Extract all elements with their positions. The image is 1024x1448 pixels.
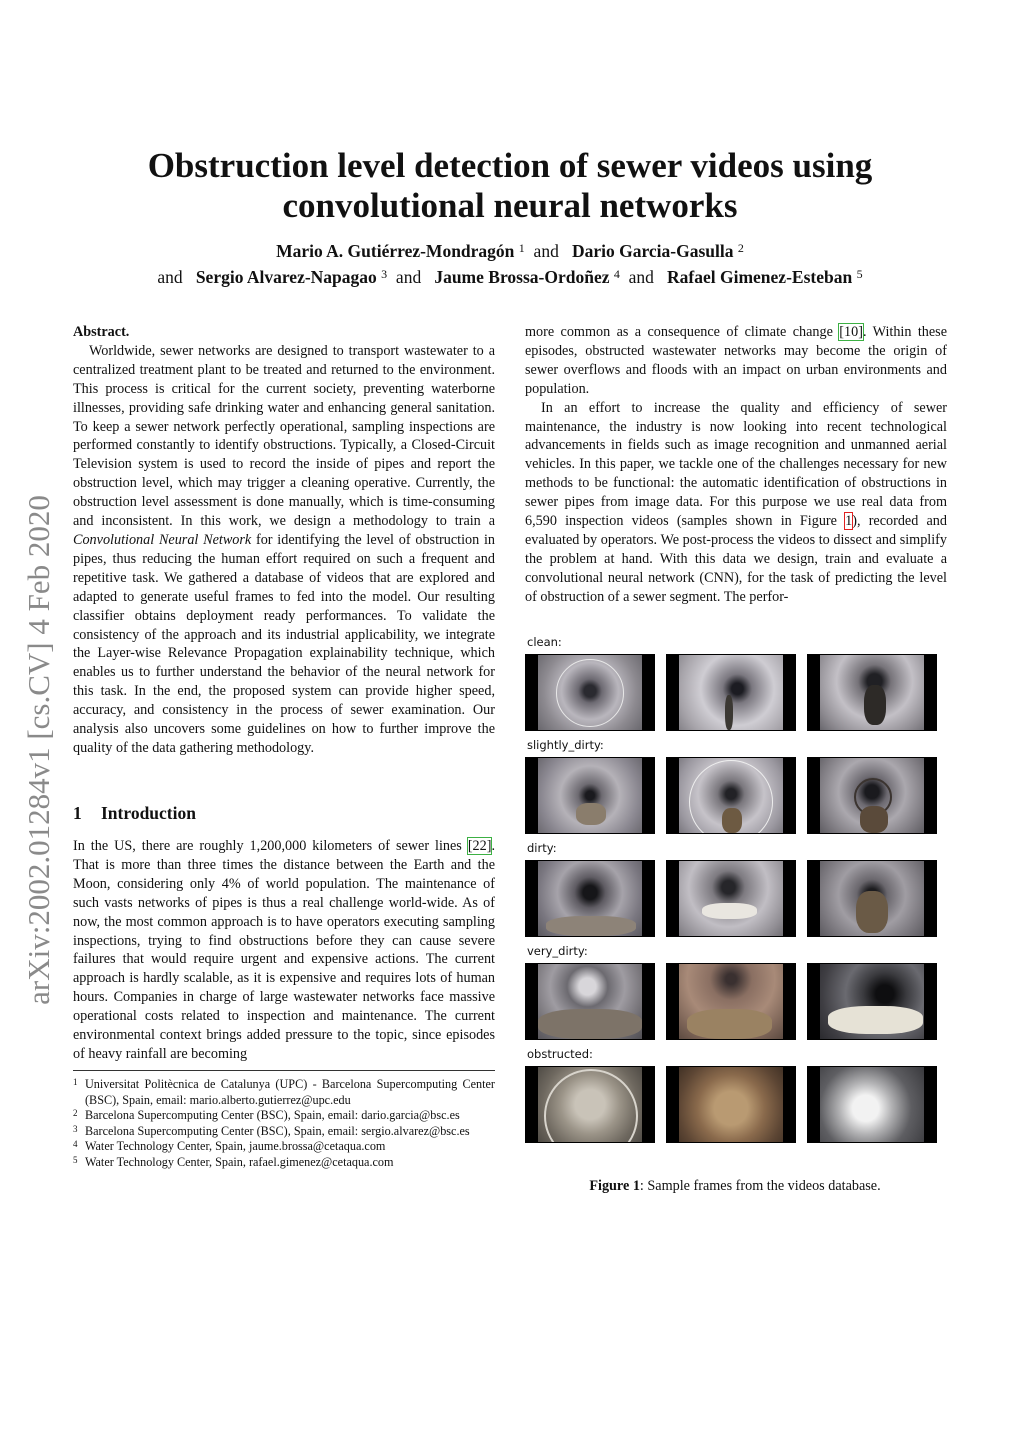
abstract-text-part-2: for identifying the level of obstruction in pipes, thus reducing the human effort required on such a frequent and repetitive task. We gathered a database of videos that are explored and adapted to generate useful frames to fed into the model. Our resulting classifier obtains deployment ready performances. To validate the consistency of the approach and its industrial applicability, we integrate the Layer-wise Relevance Propagation explainability technique, which enables us to further understand the behavior of the neural network for this task. In the end, the proposed system can provide higher speed, accuracy, and consistency in the process of sewer examination. Our analysis also uncovers some guidelines on how to further improve the quality of the data gathering methodology. bbox=[73, 531, 495, 756]
right-p1-part-1: more common as a consequence of climate change bbox=[525, 324, 840, 340]
sewer-frame-image bbox=[807, 1066, 937, 1143]
footnote-text: Barcelona Supercomputing Center (BSC), Spain, email: dario.garcia@bsc.es bbox=[85, 1108, 460, 1123]
sewer-frame-image bbox=[666, 654, 796, 731]
abstract-emphasis: Convolutional Neural Network bbox=[73, 531, 252, 548]
arxiv-id-text: arXiv:2002.01284v1 [cs.CV] 4 Feb 2020 bbox=[21, 495, 57, 1005]
right-p1-part-2: . Within these episodes, obstructed wastewater networks may become the origin of sewer overflows and floods with an impact on urban environments and population. bbox=[525, 324, 948, 397]
author-2-affil: 2 bbox=[737, 241, 744, 255]
sewer-frame-image bbox=[807, 654, 937, 731]
author-line-2 bbox=[100, 264, 920, 290]
author-conj: and bbox=[628, 267, 654, 287]
citation-link-22[interactable]: [22] bbox=[467, 838, 492, 854]
footnote-text: Universitat Politècnica de Catalunya (UPC) - Barcelona Supercomputing Center (BSC), Spain, email: mario.alberto.gutierrez@upc.edu bbox=[85, 1077, 495, 1107]
footnote bbox=[73, 1108, 495, 1124]
section-title: Introduction bbox=[101, 803, 196, 823]
footnotes bbox=[73, 1070, 495, 1171]
category-label: dirty: bbox=[527, 841, 557, 855]
figure-row-very-dirty bbox=[525, 941, 945, 1040]
figure-row-obstructed bbox=[525, 1044, 945, 1143]
abstract-text-part-1: Worldwide, sewer networks are designed to transport wastewater to a centralized treatment plant to be treated and returned to the environment. This process is critical for the current society, preventing waterborne illnesses, providing safe drinking water and enhancing general sanitation. To keep a sewer network perfectly operational, sampling inspections are performed constantly to identify obstructions. Typically, a Closed-Circuit Television system is used to record the inside of pipes and report the obstruction level, which may trigger a cleaning operative. Currently, the obstruction level assessment is done manually, which is time-consuming and inconsistent. In this work, we design a methodology to train a bbox=[73, 342, 495, 530]
author-1: Mario A. Gutiérrez-Mondragón bbox=[276, 241, 515, 261]
author-1-affil: 1 bbox=[518, 241, 525, 255]
intro-text-part-1: In the US, there are roughly 1,200,000 kilometers of sewer lines bbox=[73, 838, 468, 854]
author-4: Jaume Brossa-Ordoñez bbox=[434, 267, 610, 287]
sewer-frame-image bbox=[807, 757, 937, 834]
section-heading-introduction bbox=[73, 803, 196, 824]
footnote bbox=[73, 1155, 495, 1171]
footnote-text: Water Technology Center, Spain, rafael.gimenez@cetaqua.com bbox=[85, 1154, 394, 1169]
footnote-mark: 5 bbox=[73, 1154, 78, 1165]
footnote bbox=[73, 1077, 495, 1108]
right-column-text bbox=[525, 323, 947, 607]
abstract-body bbox=[73, 342, 495, 758]
right-p2-part-1: In an effort to increase the quality and efficiency of sewer maintenance, the industry is now looking into recent technological advancements in fields such as image recognition and unmanned aerial vehicles. In this paper, we tackle one of the challenges necessary for new methods to be functional: the automatic identification of obstructions in sewer pipes from image data. For this purpose we use real data from 6,590 inspection videos (samples shown in Figure bbox=[525, 399, 947, 530]
right-paragraph-1 bbox=[525, 323, 947, 399]
author-5-affil: 5 bbox=[856, 267, 863, 281]
figure-row-slightly-dirty bbox=[525, 735, 945, 834]
right-paragraph-2 bbox=[525, 399, 947, 607]
category-label: clean: bbox=[527, 635, 562, 649]
sewer-frame-image bbox=[807, 860, 937, 937]
title-line-2: convolutional neural networks bbox=[282, 186, 738, 225]
sewer-frame-image bbox=[525, 860, 655, 937]
footnote-text: Water Technology Center, Spain, jaume.brossa@cetaqua.com bbox=[85, 1139, 386, 1154]
footnote-mark: 4 bbox=[73, 1139, 78, 1150]
footnote bbox=[73, 1139, 495, 1155]
footnote bbox=[73, 1124, 495, 1140]
category-label: slightly_dirty: bbox=[527, 738, 604, 752]
sewer-frame-image bbox=[666, 1066, 796, 1143]
author-conj: and bbox=[533, 241, 559, 261]
right-p2-part-2: ), recorded and evaluated by operators. We post-process the videos to dissect and simplify the problem at hand. With this data we design, train and evaluate a convolutional neural network (CNN), for the task of predicting the level of obstruction of a sewer segment. The perfor- bbox=[525, 513, 947, 605]
intro-text-part-2: . That is more than three times the distance between the Earth and the Moon, considering only 4% of world population. The maintenance of such vasts networks of pipes is thus a real challenge world-wide. As of now, the most common approach is to have operators executing sampling inspections, trying to find obstructions before they can cause severe failures that would require urgent and expensive actions. The current approach is hardly scalable, as it is expensive and requires lots of human hours. Companies in charge of large wastewater networks face massive operational costs related to inspection and maintenance. The current environmental context brings added pressure to the topic, since episodes of heavy rainfall are becoming bbox=[73, 838, 495, 1062]
sewer-frame-image bbox=[666, 963, 796, 1040]
sewer-frame-image bbox=[525, 963, 655, 1040]
arxiv-identifier bbox=[18, 455, 60, 1045]
footnote-mark: 3 bbox=[73, 1123, 78, 1134]
footnote-text: Barcelona Supercomputing Center (BSC), Spain, email: sergio.alvarez@bsc.es bbox=[85, 1123, 470, 1138]
figure-row-clean bbox=[525, 632, 945, 731]
footnote-mark: 1 bbox=[73, 1077, 78, 1087]
category-label: very_dirty: bbox=[527, 944, 588, 958]
figure-row-dirty bbox=[525, 838, 945, 937]
author-2: Dario Garcia-Gasulla bbox=[571, 241, 734, 261]
sewer-frame-image bbox=[807, 963, 937, 1040]
category-label: obstructed: bbox=[527, 1047, 593, 1061]
citation-link-10[interactable]: [10] bbox=[839, 324, 863, 340]
abstract-heading: Abstract. bbox=[73, 324, 130, 340]
sewer-frame-image bbox=[525, 654, 655, 731]
author-4-affil: 4 bbox=[613, 267, 620, 281]
author-line-1 bbox=[100, 238, 920, 264]
sewer-frame-image bbox=[525, 757, 655, 834]
author-conj: and bbox=[157, 267, 183, 287]
author-5: Rafael Gimenez-Esteban bbox=[667, 267, 853, 287]
abstract bbox=[73, 323, 495, 758]
sewer-frame-image bbox=[525, 1066, 655, 1143]
paper-title bbox=[100, 146, 920, 226]
author-list bbox=[100, 238, 920, 290]
sewer-frame-image bbox=[666, 860, 796, 937]
title-line-1: Obstruction level detection of sewer videos using bbox=[147, 146, 873, 185]
figure-caption-label: Figure 1 bbox=[589, 1178, 640, 1194]
figure-caption-text: : Sample frames from the videos database. bbox=[639, 1178, 881, 1194]
section-number: 1 bbox=[73, 803, 82, 823]
sewer-frame-image bbox=[666, 757, 796, 834]
author-3: Sergio Alvarez-Napagao bbox=[195, 267, 377, 287]
figure-link-1[interactable]: 1 bbox=[845, 513, 853, 530]
footnote-mark: 2 bbox=[73, 1108, 78, 1119]
figure-caption bbox=[525, 1178, 945, 1195]
author-3-affil: 3 bbox=[381, 267, 388, 281]
author-conj: and bbox=[395, 267, 422, 287]
introduction-paragraph bbox=[73, 837, 495, 1064]
figure-1 bbox=[525, 632, 945, 1147]
